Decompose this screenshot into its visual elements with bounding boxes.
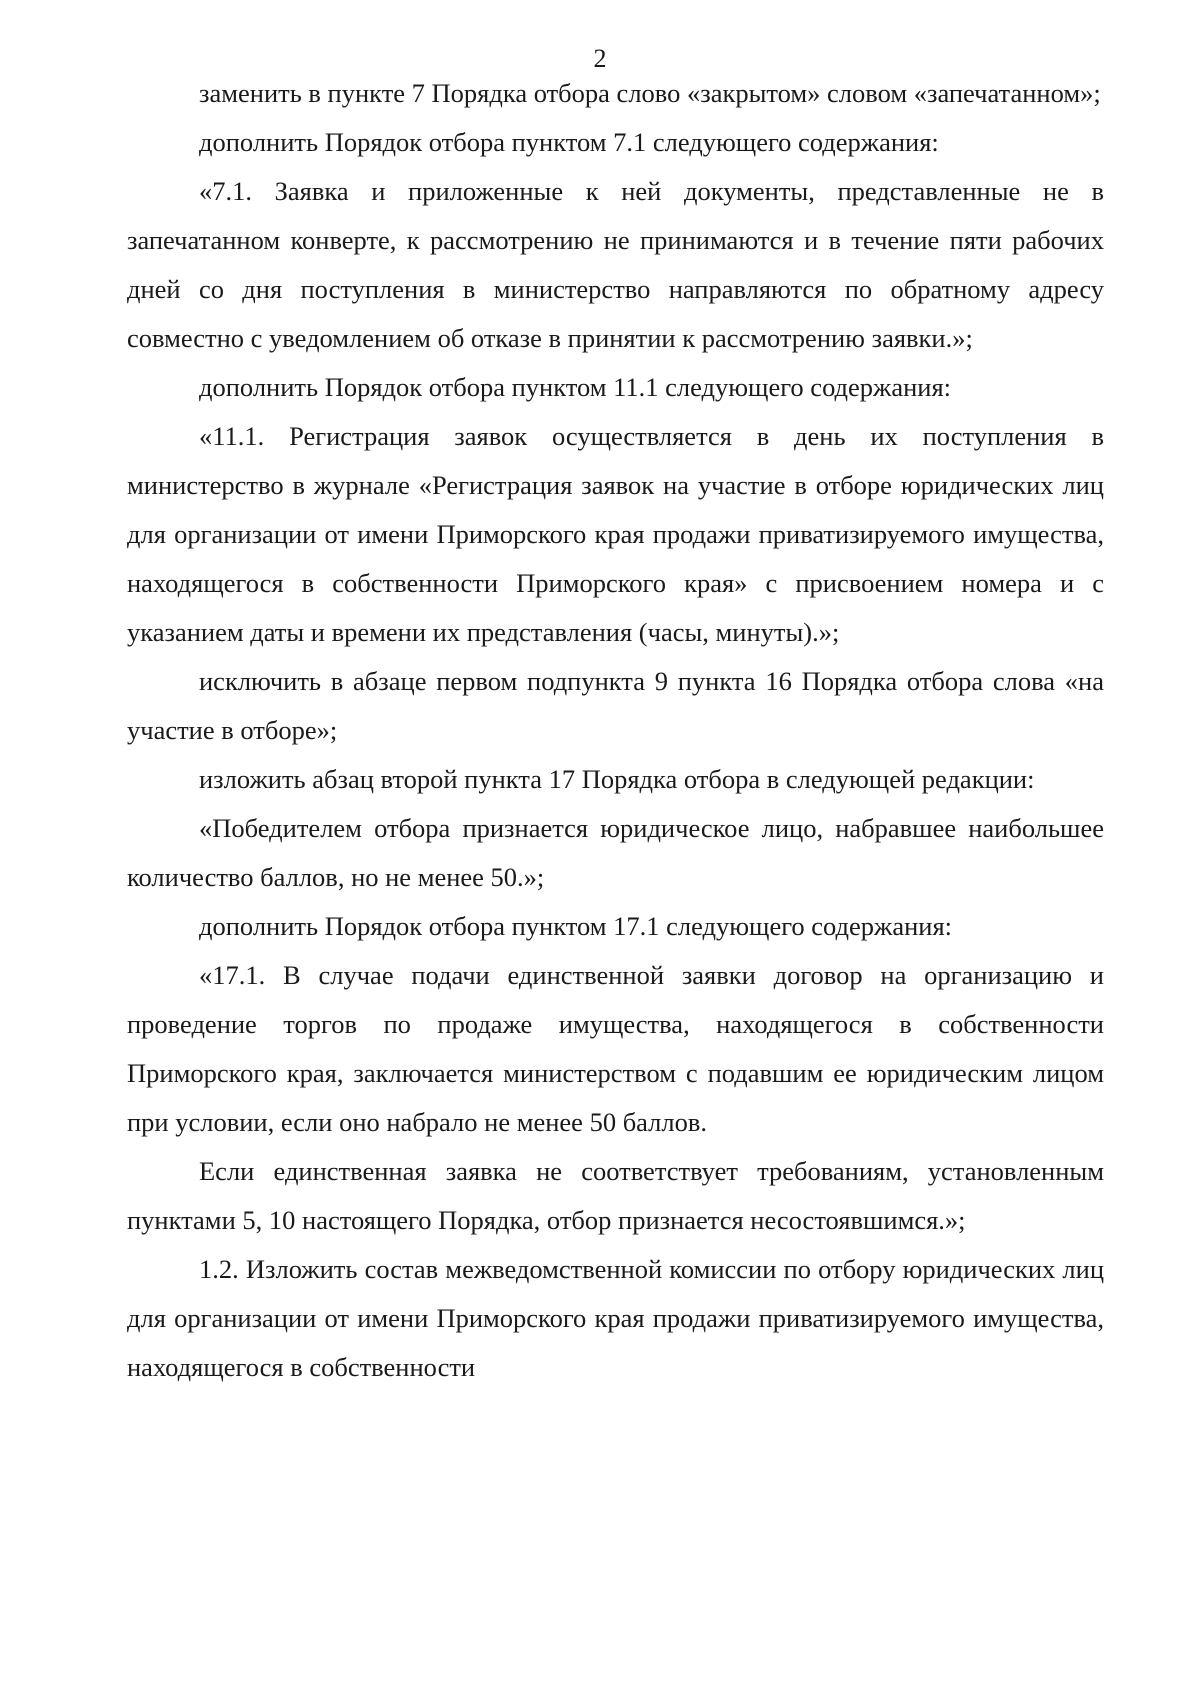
paragraph: дополнить Порядок отбора пунктом 7.1 следующего содержания: <box>199 127 939 157</box>
document-body <box>127 69 1104 1392</box>
paragraph: изложить абзац второй пункта 17 Порядка отбора в следующей редакции: <box>199 764 1035 794</box>
paragraph: 1.2. Изложить состав межведомственной комиссии по отбору юридических лиц для организации от имени Приморского края продажи приватизируемого имущества, находящегося в собственности <box>127 1254 1104 1382</box>
paragraph: «11.1. Регистрация заявок осуществляется в день их поступления в министерство в журнале «Регистрация заявок на участие в отборе юридических лиц для организации от имени Приморского края продажи приватизируемого имущества, находящегося в собственности Приморского края» с присвоением номера и с указанием даты и времени их представления (часы, минуты).»; <box>127 421 1104 647</box>
page-number: 2 <box>593 44 607 73</box>
paragraph: «7.1. Заявка и приложенные к ней документы, представленные не в запечатанном конверте, к рассмотрению не принимаются и в течение пяти рабочих дней со дня поступления в министерство направляются по обратному адресу совместно с уведомлением об отказе в принятии к рассмотрению заявки.»; <box>127 176 1104 353</box>
paragraph: «17.1. В случае подачи единственной заявки договор на организацию и проведение торгов по продаже имущества, находящегося в собственности Приморского края, заключается министерством с подавшим ее юридическим лицом при условии, если оно набрало не менее 50 баллов. <box>127 960 1104 1137</box>
paragraph: дополнить Порядок отбора пунктом 11.1 следующего содержания: <box>199 372 952 402</box>
paragraph: заменить в пункте 7 Порядка отбора слово «закрытом» словом «запечатанном»; <box>199 78 1101 108</box>
paragraph: дополнить Порядок отбора пунктом 17.1 следующего содержания: <box>199 911 953 941</box>
paragraph: «Победителем отбора признается юридическое лицо, набравшее наибольшее количество баллов, но не менее 50.»; <box>127 813 1104 892</box>
paragraph: исключить в абзаце первом подпункта 9 пункта 16 Порядка отбора слова «на участие в отборе»; <box>127 666 1104 745</box>
paragraph: Если единственная заявка не соответствует требованиям, установленным пунктами 5, 10 настоящего Порядка, отбор признается несостоявшимся.»; <box>127 1156 1104 1235</box>
